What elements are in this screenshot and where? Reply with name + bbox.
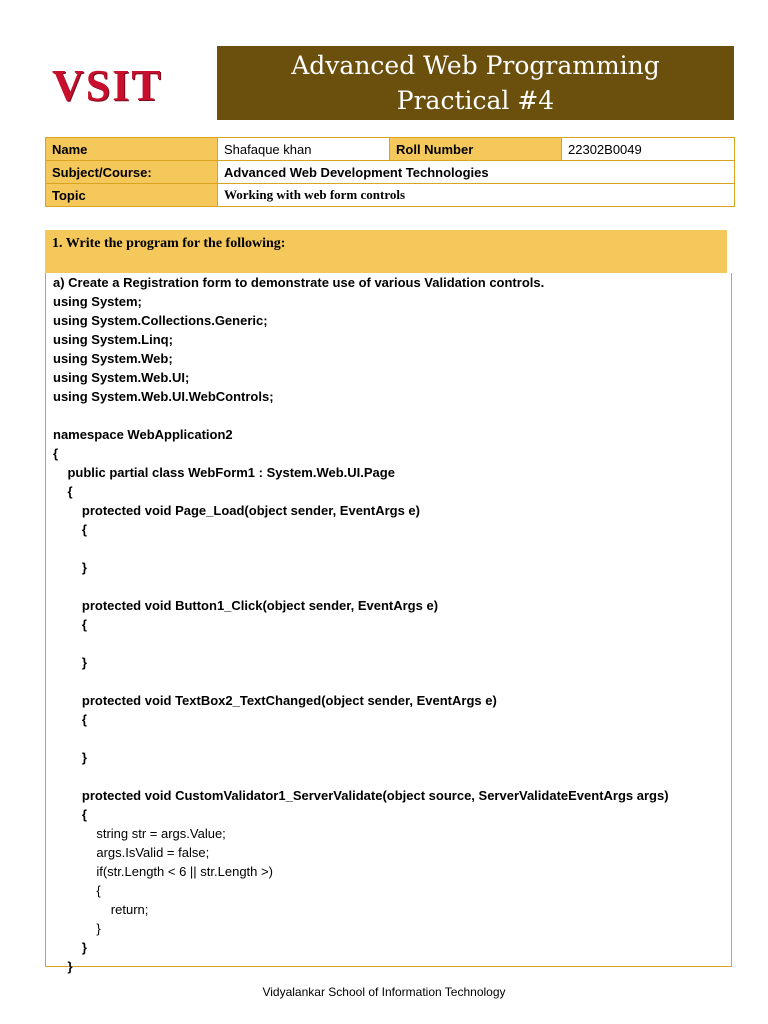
code-block (45, 273, 732, 974)
code-line (53, 767, 669, 786)
topic-label: Topic (46, 184, 218, 207)
code-line: { (53, 807, 87, 822)
code-line: using System; (53, 294, 142, 309)
code-line: namespace WebApplication2 (53, 427, 233, 442)
subject-value: Advanced Web Development Technologies (218, 161, 735, 184)
code-line: } (53, 921, 101, 936)
code-line: protected void Button1_Click(object sender, EventArgs e) (53, 598, 439, 613)
info-table (45, 137, 735, 207)
code-line: protected void CustomValidator1_ServerValidate(object source, ServerValidateEventArgs args) (53, 788, 669, 803)
title-line-1: Advanced Web Programming (291, 51, 660, 80)
code-line (53, 729, 669, 748)
topic-value: Working with web form controls (218, 184, 735, 207)
info-row-subject (46, 161, 735, 184)
roll-number-value: 22302B0049 (562, 138, 735, 161)
code-line: } (53, 940, 87, 955)
vsit-logo: VSIT (52, 61, 163, 110)
code-line (53, 577, 669, 596)
code-line: string str = args.Value; (53, 826, 226, 841)
code-line: using System.Web; (53, 351, 173, 366)
code-line: return; (53, 902, 149, 917)
code-line: } (53, 959, 73, 974)
info-row-name (46, 138, 735, 161)
subject-label: Subject/Course: (46, 161, 218, 184)
code-line: protected void Page_Load(object sender, EventArgs e) (53, 503, 420, 518)
code-line: { (53, 712, 87, 727)
code-line: using System.Web.UI.WebControls; (53, 389, 274, 404)
code-line: { (53, 617, 87, 632)
code-line (53, 672, 669, 691)
code-line: } (53, 750, 87, 765)
code-line (53, 539, 669, 558)
title-banner (217, 46, 734, 120)
name-label: Name (46, 138, 218, 161)
code-line: a) Create a Registration form to demonstrate use of various Validation controls. (53, 275, 545, 290)
code-line: } (53, 655, 87, 670)
code-line: { (53, 522, 87, 537)
code-line: if(str.Length < 6 || str.Length >) (53, 864, 273, 879)
name-value: Shafaque khan (218, 138, 390, 161)
code-line: { (53, 883, 101, 898)
code-line: protected void TextBox2_TextChanged(object sender, EventArgs e) (53, 693, 497, 708)
code-line: using System.Collections.Generic; (53, 313, 268, 328)
code-line: using System.Web.UI; (53, 370, 190, 385)
roll-number-label: Roll Number (390, 138, 562, 161)
code-line: { (53, 484, 73, 499)
code-line: { (53, 446, 59, 461)
code-line (53, 634, 669, 653)
info-row-topic (46, 184, 735, 207)
code-line: public partial class WebForm1 : System.Web.UI.Page (53, 465, 395, 480)
question-heading: 1. Write the program for the following: (45, 230, 727, 273)
code-listing (53, 273, 669, 976)
code-line: args.IsValid = false; (53, 845, 210, 860)
footer: Vidyalankar School of Information Technology (262, 985, 506, 999)
code-line: } (53, 560, 87, 575)
title-line-2: Practical #4 (396, 86, 555, 115)
code-line (53, 406, 669, 425)
code-line: using System.Linq; (53, 332, 173, 347)
